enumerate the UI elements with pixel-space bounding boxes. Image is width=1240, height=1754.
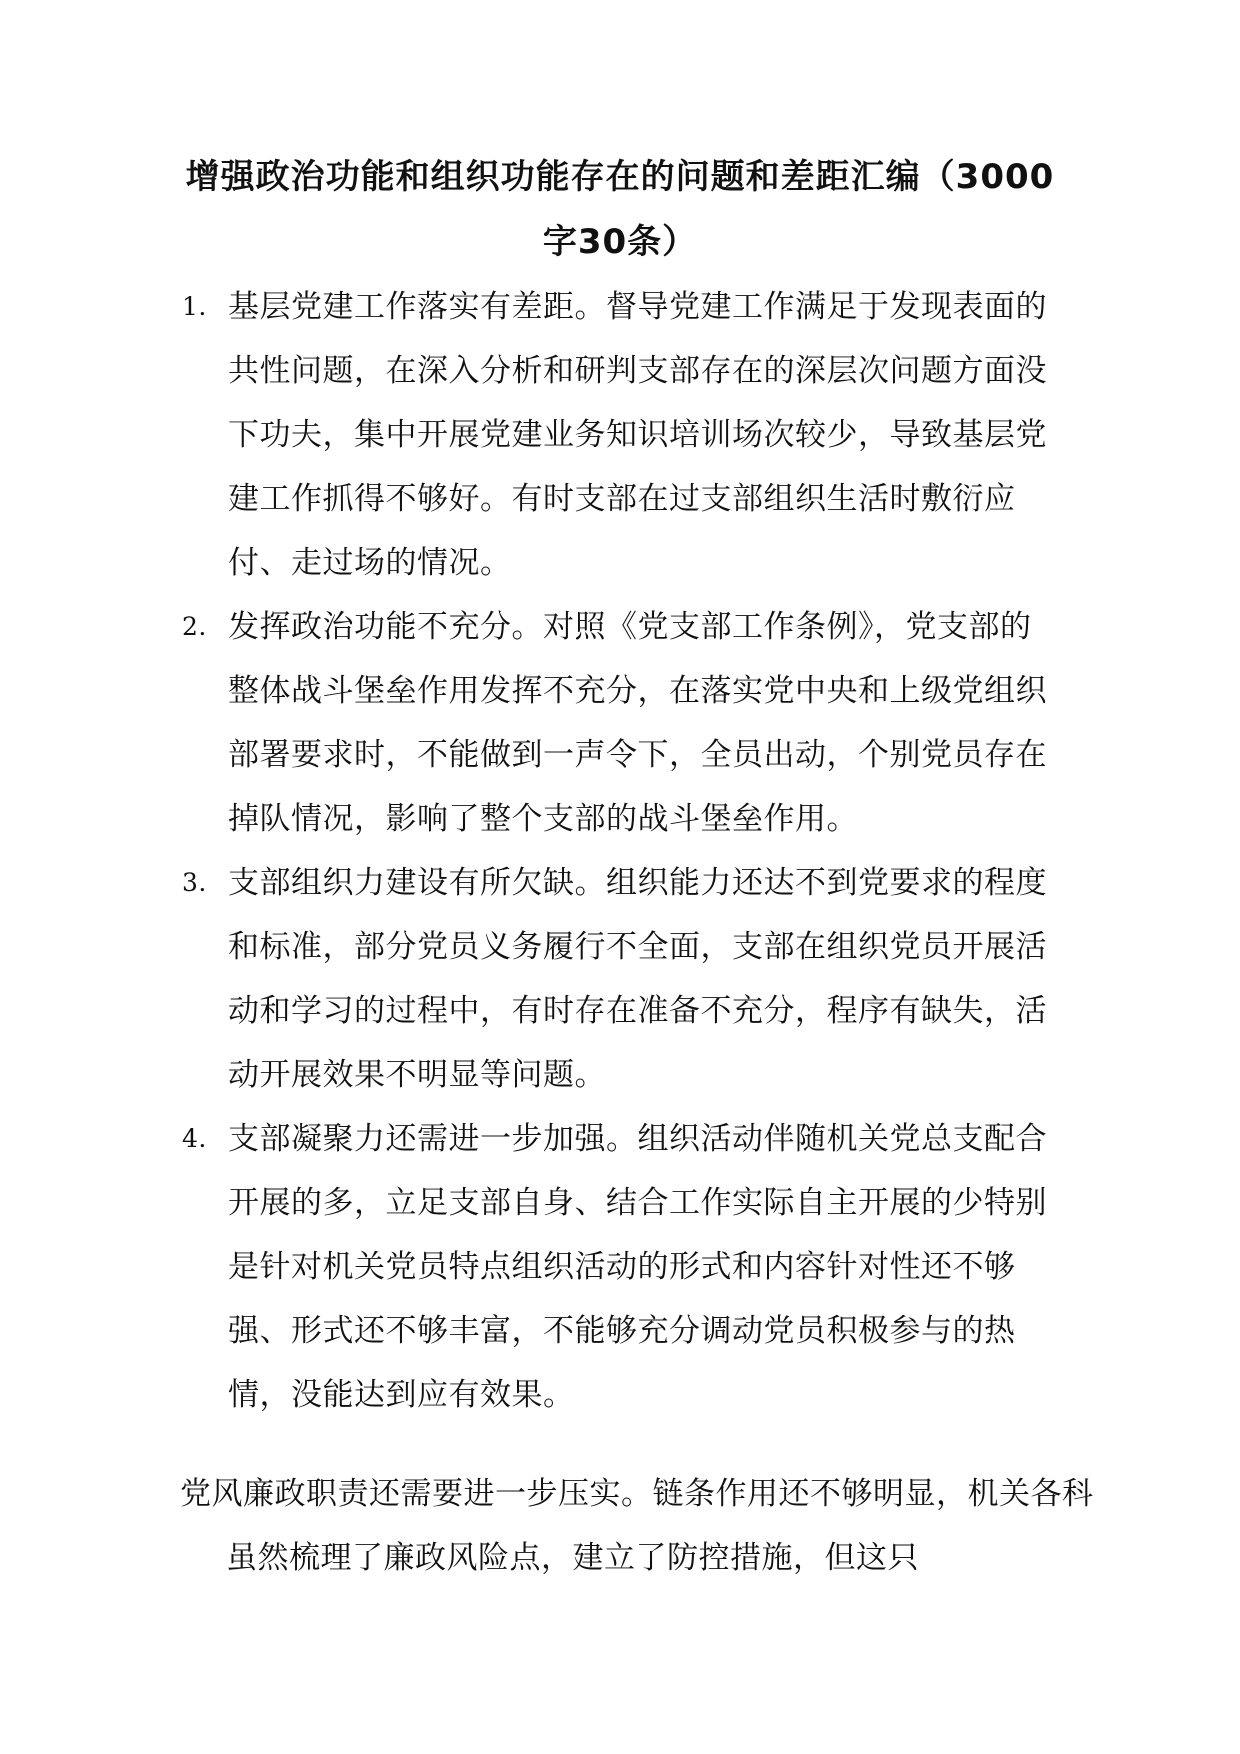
list-item <box>180 595 1060 851</box>
document-title: 增强政治功能和组织功能存在的问题和差距汇编（3000字30条） <box>185 157 1055 262</box>
list-item-text: 支部凝聚力还需进一步加强。组织活动伴随机关党总支配合开展的多，立足支部自身、结合工作实际自主开展的少特别是针对机关党员特点组织活动的形式和内容针对性还不够强、形式还不够丰富，不能够充分调动党员积极参与的热情，没能达到应有效果。 <box>228 1121 1047 1413</box>
list-item-text: 基层党建工作落实有差距。督导党建工作满足于发现表面的共性问题，在深入分析和研判支部存在的深层次问题方面没下功夫，集中开展党建业务知识培训场次较少，导致基层党建工作抓得不够好。有时支部在过支部组织生活时敷衍应付、走过场的情况。 <box>228 289 1047 581</box>
issue-list <box>180 275 1060 1427</box>
list-item <box>180 851 1060 1107</box>
list-item-text: 发挥政治功能不充分。对照《党支部工作条例》，党支部的整体战斗堡垒作用发挥不充分，在落实党中央和上级党组织部署要求时，不能做到一声令下，全员出动，个别党员存在掉队情况，影响了整个支部的战斗堡垒作用。 <box>228 609 1047 837</box>
list-item-number: 1. <box>182 292 207 321</box>
list-item-text: 支部组织力建设有所欠缺。组织能力还达不到党要求的程度和标准，部分党员义务履行不全面，支部在组织党员开展活动和学习的过程中，有时存在准备不充分，程序有缺失，活动开展效果不明显等问题。 <box>228 865 1047 1093</box>
list-item-number: 3. <box>182 868 207 897</box>
trailing-paragraph: 党风廉政职责还需要进一步压实。链条作用还不够明显，机关各科虽然梳理了廉政风险点，建立了防控措施，但这只 <box>180 1476 1094 1576</box>
list-item <box>180 275 1060 595</box>
list-item-number: 4. <box>182 1124 207 1153</box>
list-item <box>180 1107 1060 1427</box>
list-item-number: 2. <box>182 612 207 641</box>
